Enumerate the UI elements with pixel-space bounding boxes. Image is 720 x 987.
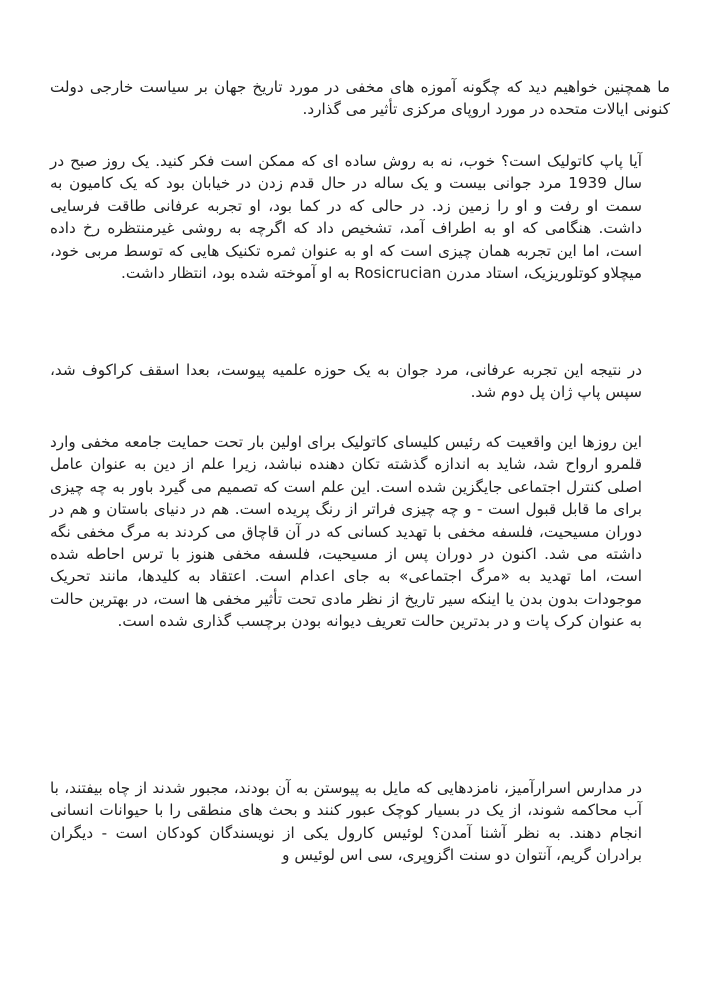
paragraph-4: این روزها این واقعیت که رئیس کلیسای کاتولیک برای اولین بار تحت حمایت جامعه مخفی وارد قلمرو ارواح شد، شاید به اندازه گذشته تکان دهنده نباشد، زیرا علم از دین به عنوان عامل اصلی کنترل اجتماعی جایگزین شده است. این علم است که تصمیم می گیرد باور به چه چیزی برای ما قابل قبول است - و چه چیزی فراتر از رنگ پریده است. هم در دنیای باستان و هم در دوران مسیحیت، فلسفه مخفی با تهدید کسانی که در آن قاچاق می کردند به مرگ مخفی نگه داشته می شد. اکنون در دوران پس از مسیحیت، فلسفه مخفی هنوز با ترس احاطه شده است، اما تهدید به «مرگ اجتماعی» به جای اعدام است. اعتقاد به کلیدها، مانند تحریک موجودات بدون بدن یا اینکه سیر تاریخ از نظر مادی تحت تأثیر مخفی ها است، در بهترین حالت به عنوان کرک پات و در بدترین حالت تعریف دیوانه بودن برچسب گذاری شده است. bbox=[50, 433, 642, 631]
paragraph-2: آیا پاپ کاتولیک است؟ خوب، نه به روش ساده ای که ممکن است فکر کنید. یک روز صبح در سال 1939 مرد جوانی بیست و یک ساله در حال قدم زدن در خیابان بود که یک کامیون به سمت او رفت و او را زمین زد. در حالی که در کما بود، او تجربه عرفانی طاقت فرسایی داشت. هنگامی که او به اطراف آمد، تشخیص داد که اگرچه به روشی غیرمنتظره رخ داده است، اما این تجربه همان چیزی است که او به عنوان ثمره تکنیک هایی که توسط مربی خود، میچلاو کوتلوریزیک، استاد مدرن Rosicrucian به او آموخته شده بود، انتظار داشت. bbox=[50, 152, 643, 283]
paragraph-1: ما همچنین خواهیم دید که چگونه آموزه های مخفی در مورد تاریخ جهان بر سیاست خارجی دولت کنونی ایالات متحده در مورد اروپای مرکزی تأثیر می گذارد. bbox=[50, 78, 670, 119]
paragraph-3: در نتیجه این تجربه عرفانی، مرد جوان به یک حوزه علمیه پیوست، بعدا اسقف کراکوف شد، سپس پاپ ژان پل دوم شد. bbox=[50, 361, 642, 402]
paragraph-5: در مدارس اسرارآمیز، نامزدهایی که مایل به پیوستن به آن بودند، مجبور شدند از چاه بیفتند، با آب محاکمه شوند، از یک در بسیار کوچک عبور کنند و بحث های منطقی را با حیوانات انسانی انجام دهند. به نظر آشنا آمدن؟ لوئیس کارول یکی از نویسندگان کودکان است - دیگران برادران گریم، آنتوان دو سنت اگزوپری، سی اس لوئیس و bbox=[50, 779, 642, 865]
